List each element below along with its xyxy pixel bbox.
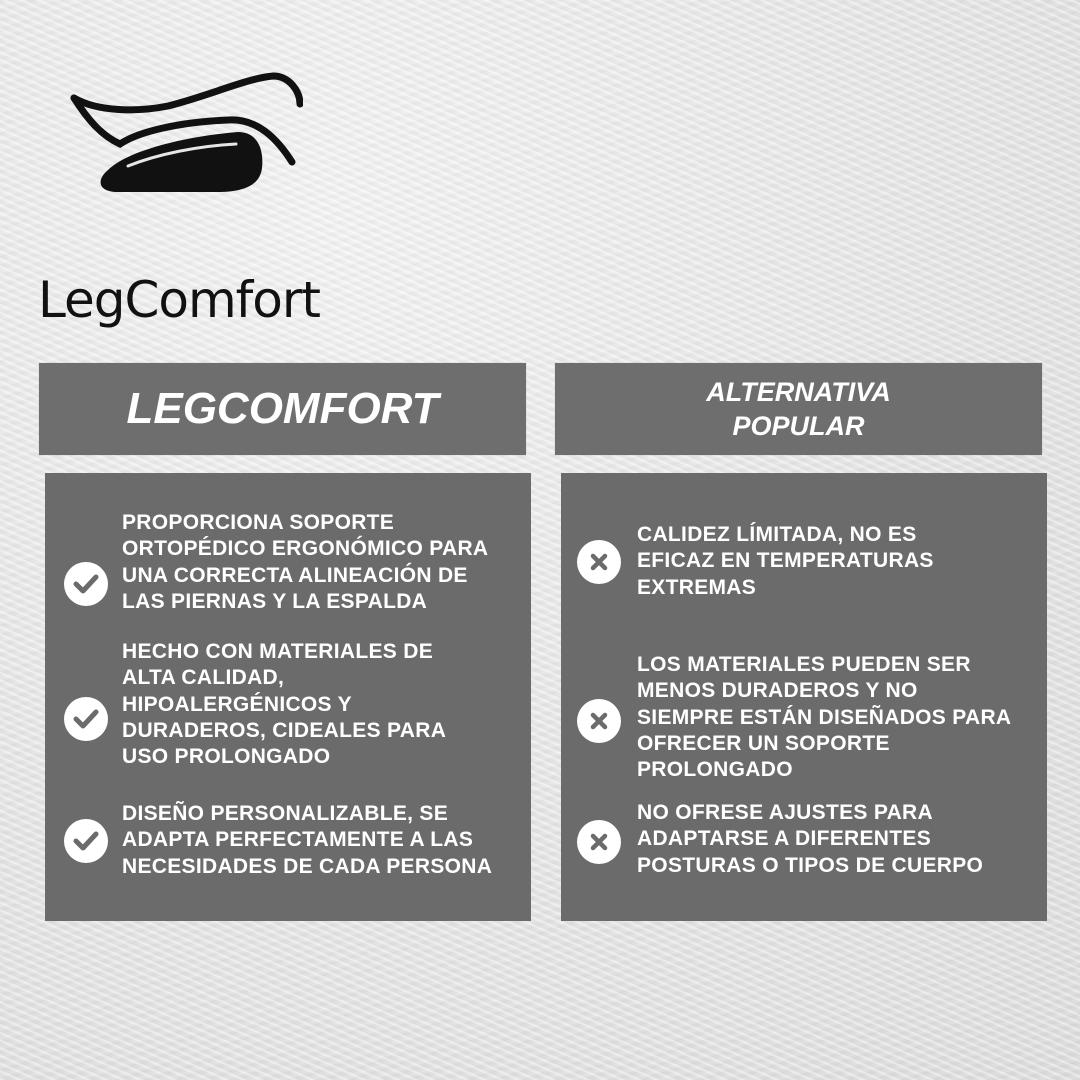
drawback-text: LOS MATERIALES PUEDEN SER MENOS DURADEROS Y NO SIEMPRE ESTÁN DISEÑADOS PARA OFRECER UN SOPORTE PROLONGADO xyxy=(637,653,1012,782)
x-circle-icon xyxy=(577,699,621,743)
brand-logo xyxy=(38,70,348,329)
brand-name: LegComfort xyxy=(38,271,321,329)
benefit-text: DISEÑO PERSONALIZABLE, SE ADAPTA PERFECTAMENTE A LAS NECESIDADES DE CADA PERSONA xyxy=(122,802,493,878)
leg-on-pillow-icon xyxy=(68,70,303,200)
drawback-text: NO OFRESE AJUSTES PARA ADAPTARSE A DIFERENTES POSTURAS O TIPOS DE CUERPO xyxy=(637,801,984,877)
x-circle-icon xyxy=(577,820,621,864)
legcomfort-benefits-panel xyxy=(45,473,531,921)
check-circle-icon xyxy=(64,819,108,863)
x-circle-icon xyxy=(577,540,621,584)
check-circle-icon xyxy=(64,562,108,606)
drawback-text: CALIDEZ LÍMITADA, NO ES EFICAZ EN TEMPERATURAS EXTREMAS xyxy=(637,523,934,599)
benefit-text: PROPORCIONA SOPORTE ORTOPÉDICO ERGONÓMICO PARA UNA CORRECTA ALINEACIÓN DE LAS PIERNAS Y LA ESPALDA xyxy=(122,511,489,613)
alternative-drawbacks-panel xyxy=(561,473,1047,921)
legcomfort-column-header: LEGCOMFORT xyxy=(39,363,526,455)
alternative-column-header: ALTERNATIVA POPULAR xyxy=(555,363,1042,455)
check-circle-icon xyxy=(64,697,108,741)
benefit-text: HECHO CON MATERIALES DE ALTA CALIDAD, HIPOALERGÉNICOS Y DURADEROS, CIDEALES PARA USO PROLONGADO xyxy=(122,640,447,769)
